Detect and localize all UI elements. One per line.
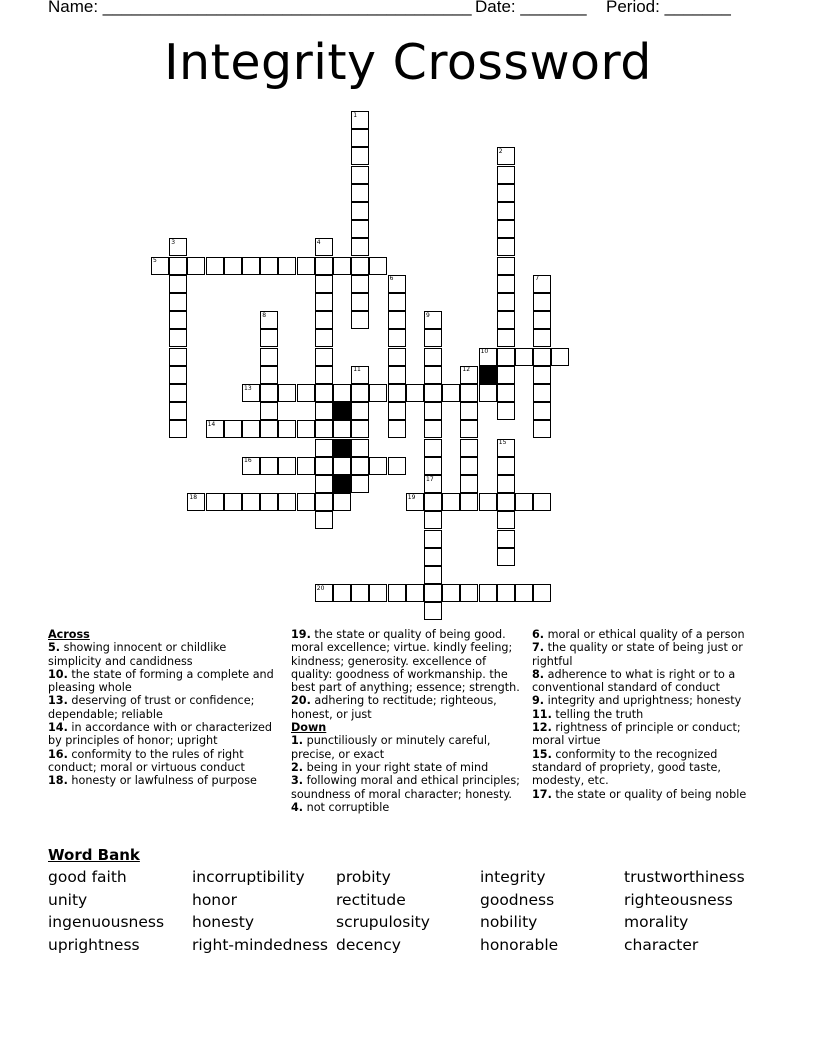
crossword-cell[interactable] — [533, 493, 551, 511]
crossword-cell[interactable] — [497, 348, 515, 366]
crossword-cell[interactable] — [497, 366, 515, 384]
cell-number: 17 — [426, 475, 434, 483]
crossword-cell[interactable] — [460, 439, 478, 457]
crossword-cell[interactable] — [242, 420, 260, 438]
crossword-cell[interactable] — [388, 402, 406, 420]
crossword-cell[interactable] — [460, 475, 478, 493]
crossword-cell[interactable] — [424, 420, 442, 438]
word-bank-item: honor — [192, 890, 237, 909]
page-title: Integrity Crossword — [164, 34, 652, 91]
crossword-cell[interactable] — [297, 493, 315, 511]
down-heading: Down — [291, 721, 327, 735]
crossword-cell[interactable] — [533, 420, 551, 438]
clues-column-3 — [532, 628, 762, 801]
cell-number: 8 — [262, 311, 267, 319]
crossword-block — [479, 366, 497, 384]
crossword-cell[interactable] — [460, 420, 478, 438]
crossword-cell[interactable] — [442, 384, 460, 402]
crossword-cell[interactable] — [497, 475, 515, 493]
clue-down-1: 1. punctiliously or minutely careful, precise, or exact — [291, 734, 491, 761]
crossword-cell[interactable] — [333, 384, 351, 402]
crossword-cell[interactable] — [278, 384, 296, 402]
crossword-cell[interactable] — [460, 493, 478, 511]
clue-across-10: 10. the state of forming a complete and pleasing whole — [48, 667, 274, 695]
crossword-cell[interactable] — [424, 402, 442, 420]
clue-down-12: 12. rightness of principle or conduct; moral virtue — [532, 721, 741, 748]
crossword-cell[interactable] — [497, 530, 515, 548]
crossword-cell[interactable] — [533, 584, 551, 602]
crossword-cell[interactable] — [351, 220, 369, 238]
crossword-cell[interactable] — [497, 202, 515, 220]
cell-number: 10 — [480, 348, 489, 356]
crossword-cell[interactable] — [424, 348, 442, 366]
clue-down-4: 4. not corruptible — [291, 800, 390, 814]
crossword-cell[interactable] — [424, 366, 442, 384]
crossword-cell[interactable] — [424, 548, 442, 566]
crossword-cell[interactable] — [533, 293, 551, 311]
crossword-cell[interactable] — [388, 420, 406, 438]
crossword-cell[interactable] — [351, 202, 369, 220]
word-bank-title: Word Bank — [48, 846, 140, 864]
cell-number: 15 — [498, 439, 507, 447]
crossword-cell[interactable] — [278, 257, 296, 275]
crossword-cell[interactable] — [388, 384, 406, 402]
name-field[interactable]: Name: _______________________________________ — [48, 0, 472, 16]
crossword-cell[interactable] — [533, 348, 551, 366]
crossword-cell[interactable] — [315, 366, 333, 384]
crossword-cell[interactable] — [260, 366, 278, 384]
crossword-cell[interactable] — [497, 511, 515, 529]
crossword-cell[interactable] — [315, 257, 333, 275]
crossword-cell[interactable] — [315, 402, 333, 420]
crossword-cell[interactable] — [260, 348, 278, 366]
crossword-cell[interactable] — [424, 511, 442, 529]
crossword-cell[interactable] — [424, 566, 442, 584]
crossword-cell[interactable] — [224, 257, 242, 275]
crossword-cell[interactable] — [351, 184, 369, 202]
across-heading: Across — [48, 628, 90, 641]
word-bank-item: honorable — [480, 936, 559, 955]
crossword-cell[interactable] — [169, 420, 187, 438]
crossword-cell[interactable] — [479, 384, 497, 402]
word-bank-item: trustworthiness — [624, 868, 745, 886]
cell-number: 1 — [353, 111, 358, 119]
word-bank-item: probity — [336, 868, 391, 886]
crossword-cell[interactable] — [278, 420, 296, 438]
crossword-cell[interactable] — [424, 329, 442, 347]
crossword-cell[interactable] — [315, 348, 333, 366]
crossword-cell[interactable] — [442, 584, 460, 602]
crossword-cell[interactable] — [515, 584, 533, 602]
crossword-cell[interactable] — [315, 457, 333, 475]
crossword-cell[interactable] — [533, 366, 551, 384]
clue-across-20: 20. adhering to rectitude; righteous, honest, or just — [291, 694, 497, 721]
clue-across-18: 18. honesty or lawfulness of purpose — [48, 774, 257, 788]
crossword-cell[interactable] — [351, 311, 369, 329]
crossword-cell[interactable] — [169, 311, 187, 329]
crossword-cell[interactable] — [169, 366, 187, 384]
crossword-cell[interactable] — [533, 402, 551, 420]
crossword-cell[interactable] — [424, 584, 442, 602]
clue-across-19: 19. the state or quality of being good. moral excellence; virtue. kindly feeling; kindness; generosity. excellence of quality: goodness of workmanship. the best part of anything; essence; strength. — [291, 628, 520, 695]
crossword-cell[interactable] — [460, 402, 478, 420]
crossword-cell[interactable] — [497, 275, 515, 293]
word-bank-item: righteousness — [624, 890, 733, 909]
crossword-cell[interactable] — [315, 475, 333, 493]
crossword-cell[interactable] — [388, 366, 406, 384]
crossword-cell[interactable] — [169, 329, 187, 347]
cell-number: 7 — [535, 275, 540, 283]
cell-number: 18 — [189, 493, 198, 501]
crossword-cell[interactable] — [242, 493, 260, 511]
crossword-cell[interactable] — [388, 348, 406, 366]
cell-number: 4 — [316, 238, 321, 246]
crossword-cell[interactable] — [460, 384, 478, 402]
crossword-cell[interactable] — [424, 493, 442, 511]
clue-down-3: 3. following moral and ethical principles; soundness of moral character; honesty. — [291, 774, 520, 801]
crossword-cell[interactable] — [260, 402, 278, 420]
crossword-cell[interactable] — [497, 220, 515, 238]
cell-number: 13 — [244, 384, 252, 392]
crossword-cell[interactable] — [369, 584, 387, 602]
crossword-cell[interactable] — [333, 257, 351, 275]
crossword-cell[interactable] — [406, 584, 424, 602]
crossword-cell[interactable] — [315, 293, 333, 311]
crossword-cell[interactable] — [333, 420, 351, 438]
word-bank-item: morality — [624, 913, 689, 932]
cell-number: 12 — [462, 366, 471, 374]
crossword-cell[interactable] — [297, 257, 315, 275]
crossword-cell[interactable] — [460, 584, 478, 602]
word-bank-item: scrupulosity — [336, 913, 430, 932]
period-field[interactable]: Period: _______ — [606, 0, 731, 16]
crossword-cell[interactable] — [369, 257, 387, 275]
crossword-cell[interactable] — [351, 402, 369, 420]
crossword-cell[interactable] — [351, 439, 369, 457]
word-bank-item: rectitude — [336, 890, 406, 909]
crossword-cell[interactable] — [169, 257, 187, 275]
crossword-cell[interactable] — [497, 311, 515, 329]
crossword-cell[interactable] — [169, 384, 187, 402]
word-bank-item: integrity — [480, 868, 546, 886]
crossword-cell[interactable] — [388, 584, 406, 602]
cell-number: 16 — [244, 457, 252, 465]
crossword-cell[interactable] — [351, 457, 369, 475]
crossword-cell[interactable] — [297, 384, 315, 402]
crossword-cell[interactable] — [351, 129, 369, 147]
crossword-cell[interactable] — [351, 166, 369, 184]
crossword-cell[interactable] — [497, 402, 515, 420]
word-bank-item: right-mindedness — [192, 936, 328, 955]
crossword-cell[interactable] — [351, 147, 369, 165]
crossword-cell[interactable] — [242, 257, 260, 275]
crossword-cell[interactable] — [515, 493, 533, 511]
crossword-cell[interactable] — [497, 293, 515, 311]
crossword-cell[interactable] — [351, 275, 369, 293]
crossword-cell[interactable] — [497, 257, 515, 275]
crossword-cell[interactable] — [260, 384, 278, 402]
crossword-cell[interactable] — [388, 329, 406, 347]
crossword-cell[interactable] — [315, 420, 333, 438]
crossword-cell[interactable] — [206, 493, 224, 511]
word-bank-item: good faith — [48, 868, 127, 886]
cell-number: 14 — [207, 420, 216, 428]
crossword-cell[interactable] — [388, 457, 406, 475]
crossword-cell[interactable] — [315, 384, 333, 402]
crossword-cell[interactable] — [297, 457, 315, 475]
crossword-cell[interactable] — [442, 493, 460, 511]
crossword-cell[interactable] — [297, 420, 315, 438]
word-bank-item: unity — [48, 890, 88, 909]
crossword-block — [333, 402, 351, 420]
cell-number: 9 — [426, 311, 430, 319]
crossword-cell[interactable] — [497, 329, 515, 347]
crossword-cell[interactable] — [224, 493, 242, 511]
crossword-cell[interactable] — [351, 420, 369, 438]
crossword-cell[interactable] — [278, 493, 296, 511]
crossword-block — [333, 439, 351, 457]
word-bank-item: character — [624, 936, 699, 955]
crossword-cell[interactable] — [333, 584, 351, 602]
crossword-cell[interactable] — [497, 548, 515, 566]
crossword-cell[interactable] — [315, 493, 333, 511]
crossword-cell[interactable] — [424, 384, 442, 402]
word-bank-item: honesty — [192, 913, 254, 932]
clue-down-6: 6. moral or ethical quality of a person — [532, 628, 745, 641]
crossword-cell[interactable] — [260, 257, 278, 275]
crossword-cell[interactable] — [497, 384, 515, 402]
crossword-cell[interactable] — [260, 329, 278, 347]
clue-across-14: 14. in accordance with or characterized by principles of honor; upright — [48, 721, 273, 748]
crossword-cell[interactable] — [169, 293, 187, 311]
crossword-cell[interactable] — [351, 238, 369, 256]
clue-down-7: 7. the quality or state of being just or rightful — [532, 641, 743, 668]
crossword-cell[interactable] — [533, 384, 551, 402]
crossword-cell[interactable] — [424, 530, 442, 548]
clue-down-17: 17. the state or quality of being noble — [532, 787, 747, 801]
crossword-cell[interactable] — [479, 493, 497, 511]
crossword-cell[interactable] — [351, 384, 369, 402]
crossword-cell[interactable] — [388, 311, 406, 329]
crossword-cell[interactable] — [497, 457, 515, 475]
word-bank-item: incorruptibility — [192, 868, 305, 886]
clue-across-16: 16. conformity to the rules of right conduct; moral or virtuous conduct — [48, 747, 245, 774]
crossword-cell[interactable] — [406, 384, 424, 402]
crossword-cell[interactable] — [497, 584, 515, 602]
crossword-cell[interactable] — [497, 238, 515, 256]
cell-number: 19 — [407, 493, 416, 501]
clue-down-11: 11. telling the truth — [532, 707, 644, 721]
crossword-cell[interactable] — [224, 420, 242, 438]
crossword-cell[interactable] — [369, 457, 387, 475]
crossword-block — [333, 475, 351, 493]
crossword-cell[interactable] — [497, 493, 515, 511]
crossword-cell[interactable] — [515, 348, 533, 366]
crossword-cell[interactable] — [278, 457, 296, 475]
cell-number: 11 — [353, 366, 361, 374]
crossword-cell[interactable] — [351, 257, 369, 275]
crossword-cell[interactable] — [315, 311, 333, 329]
clues-column-1 — [48, 628, 280, 788]
crossword-cell[interactable] — [369, 384, 387, 402]
clues-column-2 — [291, 628, 525, 814]
crossword-cell[interactable] — [169, 402, 187, 420]
word-bank-item: nobility — [480, 913, 538, 932]
crossword-cell[interactable] — [424, 439, 442, 457]
word-bank-item: goodness — [480, 890, 555, 909]
crossword-cell[interactable] — [351, 293, 369, 311]
crossword-cell[interactable] — [169, 348, 187, 366]
date-field[interactable]: Date: _______ — [475, 0, 587, 16]
crossword-cell[interactable] — [315, 275, 333, 293]
cell-number: 20 — [316, 584, 325, 592]
clue-down-8: 8. adherence to what is right or to a conventional standard of conduct — [532, 667, 736, 695]
crossword-cell[interactable] — [351, 584, 369, 602]
clue-down-2: 2. being in your right state of mind — [291, 760, 489, 774]
crossword-cell[interactable] — [333, 493, 351, 511]
clue-across-5: 5. showing innocent or childlike simplicity and candidness — [48, 641, 227, 668]
crossword-cell[interactable] — [497, 166, 515, 184]
cell-number: 5 — [153, 257, 157, 265]
crossword-cell[interactable] — [351, 475, 369, 493]
crossword-cell[interactable] — [479, 584, 497, 602]
crossword-cell[interactable] — [260, 420, 278, 438]
crossword-cell[interactable] — [333, 457, 351, 475]
cell-number: 6 — [389, 275, 394, 283]
crossword-cell[interactable] — [315, 439, 333, 457]
cell-number: 3 — [171, 238, 176, 246]
crossword-cell[interactable] — [460, 457, 478, 475]
crossword-cell[interactable] — [424, 602, 442, 620]
word-bank-item: uprightness — [48, 936, 140, 955]
crossword-cell[interactable] — [424, 457, 442, 475]
crossword-cell[interactable] — [388, 293, 406, 311]
crossword-cell[interactable] — [260, 457, 278, 475]
crossword-cell[interactable] — [315, 329, 333, 347]
clue-down-9: 9. integrity and uprightness; honesty — [532, 694, 742, 708]
clue-across-13: 13. deserving of trust or confidence; dependable; reliable — [48, 694, 255, 721]
word-bank-item: ingenuousness — [48, 913, 165, 932]
cell-number: 2 — [498, 147, 503, 155]
word-bank-item: decency — [336, 936, 401, 955]
crossword-cell[interactable] — [260, 493, 278, 511]
crossword-cell[interactable] — [315, 511, 333, 529]
crossword-cell[interactable] — [533, 329, 551, 347]
crossword-cell[interactable] — [169, 275, 187, 293]
crossword-cell[interactable] — [497, 184, 515, 202]
crossword-cell[interactable] — [533, 311, 551, 329]
crossword-cell[interactable] — [551, 348, 569, 366]
clue-down-15: 15. conformity to the recognized standard of propriety, good taste, modesty, etc. — [532, 747, 721, 788]
crossword-cell[interactable] — [187, 257, 205, 275]
crossword-cell[interactable] — [206, 257, 224, 275]
